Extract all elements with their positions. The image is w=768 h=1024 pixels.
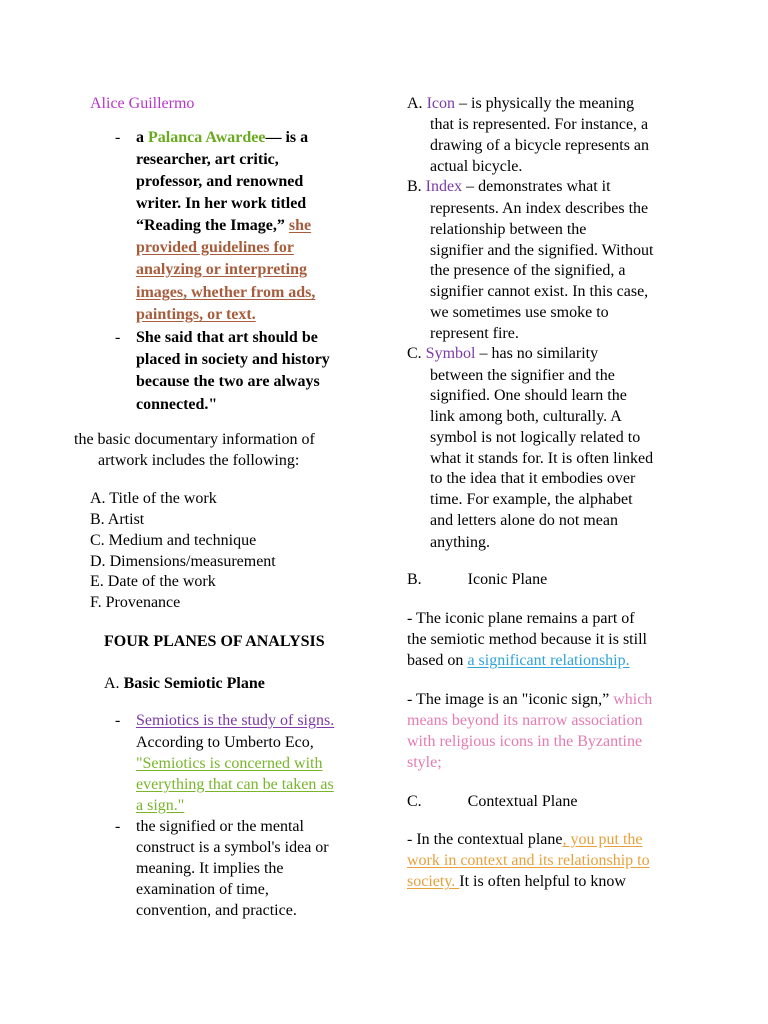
item-line: and letters alone do not mean: [430, 512, 618, 529]
item-line: to the idea that it embodies over: [430, 470, 636, 487]
highlight-text: a significant relationship.: [467, 652, 630, 669]
item-line: [407, 94, 634, 114]
text: a: [136, 129, 148, 146]
paragraph-line: the semiotic method because it is still: [407, 631, 647, 648]
bullet-line: connected.": [136, 396, 218, 413]
item-line: symbol is not logically related to: [430, 429, 641, 446]
subsection-title: Contextual Plane: [467, 793, 578, 810]
highlight-line: analyzing or interpreting: [136, 261, 307, 278]
subsection-heading: [104, 674, 265, 694]
subsection-marker: A.: [104, 675, 120, 692]
highlight-line: provided guidelines for: [136, 239, 294, 256]
highlight-line: means beyond its narrow association: [407, 712, 643, 729]
section-heading: FOUR PLANES OF ANALYSIS: [104, 633, 325, 650]
bullet-line: writer. In her work titled: [136, 195, 307, 212]
item-line: signifier cannot exist. In this case,: [430, 283, 649, 300]
highlight-line: a sign.": [136, 797, 185, 814]
highlight-line: "Semiotics is concerned with: [136, 755, 323, 772]
bullet-line: examination of time,: [136, 881, 269, 898]
text: It is often helpful to know: [459, 873, 626, 890]
subsection-title: Basic Semiotic Plane: [123, 675, 265, 692]
list-marker: B.: [90, 511, 105, 528]
item-line: time. For example, the alphabet: [430, 491, 633, 508]
text: “Reading the Image,”: [136, 217, 289, 234]
bullet-line: the signified or the mental: [136, 818, 304, 835]
palanca-award-text: Palanca Awardee: [148, 129, 266, 146]
bullet-dash: -: [115, 329, 121, 346]
list-text: Date of the work: [107, 573, 216, 590]
text: – demonstrates what it: [462, 178, 611, 195]
list-marker: F.: [90, 594, 102, 611]
text: – is physically the meaning: [455, 95, 635, 112]
list-marker: A.: [90, 490, 106, 507]
info-intro-line: artwork includes the following:: [98, 452, 300, 469]
highlight-line: Semiotics is the study of signs.: [136, 712, 335, 729]
list-marker: E.: [90, 573, 104, 590]
highlight-text: which: [613, 691, 653, 708]
bullet-line: convention, and practice.: [136, 902, 297, 919]
highlight-line: with religious icons in the Byzantine: [407, 733, 643, 750]
item-line: signifier and the signified. Without: [430, 242, 654, 259]
bullet-line: professor, and renowned: [136, 173, 304, 190]
info-intro-line: the basic documentary information of: [74, 431, 315, 448]
highlight-line: style;: [407, 754, 442, 771]
item-line: the presence of the signified, a: [430, 262, 626, 279]
list-item: [90, 552, 276, 572]
bullet-dash: -: [115, 712, 121, 729]
list-text: Medium and technique: [108, 532, 257, 549]
item-line: drawing of a bicycle represents an: [430, 137, 650, 154]
item-line: [407, 344, 598, 364]
bullet-dash: -: [115, 818, 121, 835]
highlight-line: paintings, or text.: [136, 306, 256, 323]
item-line: we sometimes use smoke to: [430, 304, 609, 321]
item-term: Symbol: [425, 345, 476, 362]
item-line: represents. An index describes the: [430, 200, 649, 217]
bullet-line: [136, 128, 308, 148]
subsection-heading: [407, 792, 577, 812]
item-marker: B.: [407, 178, 422, 195]
paragraph-line: [407, 872, 626, 892]
text: - The image is an "iconic sign,”: [407, 691, 614, 708]
text: based on: [407, 652, 468, 669]
item-term: Icon: [426, 95, 455, 112]
text: - In the contextual plane: [407, 831, 563, 848]
paragraph-line: - The iconic plane remains a part of: [407, 610, 635, 627]
list-text: Title of the work: [109, 490, 217, 507]
item-line: link among both, culturally. A: [430, 408, 622, 425]
text: – has no similarity: [475, 345, 599, 362]
item-marker: A.: [407, 95, 423, 112]
list-text: Artist: [107, 511, 145, 528]
bullet-line: meaning. It implies the: [136, 860, 284, 877]
list-text: Provenance: [105, 594, 181, 611]
bullet-line: According to Umberto Eco,: [136, 734, 314, 751]
item-line: that is represented. For instance, a: [430, 116, 649, 133]
item-line: relationship between the: [430, 221, 587, 238]
subsection-marker: C.: [407, 793, 422, 810]
bullet-line: because the two are always: [136, 373, 320, 390]
item-line: what it stands for. It is often linked: [430, 450, 654, 467]
list-item: [90, 510, 144, 530]
bullet-line: She said that art should be: [136, 329, 318, 346]
list-item: [90, 572, 216, 592]
bullet-line: researcher, art critic,: [136, 151, 279, 168]
bullet-line: [136, 216, 311, 236]
author-name: Alice Guillermo: [90, 95, 195, 112]
subsection-title: Iconic Plane: [467, 571, 548, 588]
bullet-line: placed in society and history: [136, 351, 330, 368]
paragraph-line: [407, 830, 643, 850]
highlight-line: everything that can be taken as: [136, 776, 334, 793]
subsection-heading: [407, 570, 547, 590]
item-line: anything.: [430, 534, 490, 551]
item-marker: C.: [407, 345, 422, 362]
bullet-line: construct is a symbol's idea or: [136, 839, 329, 856]
highlight-text: society.: [407, 873, 460, 890]
subsection-marker: B.: [407, 571, 422, 588]
list-text: Dimensions/measurement: [109, 553, 276, 570]
list-item: [90, 489, 217, 509]
list-marker: C.: [90, 532, 105, 549]
item-line: signified. One should learn the: [430, 387, 627, 404]
bullet-dash: -: [115, 129, 121, 146]
text: — is a: [265, 129, 309, 146]
paragraph-line: [407, 690, 652, 710]
item-line: [407, 177, 611, 197]
paragraph-line: [407, 651, 630, 671]
highlight-text: , you put the: [562, 831, 643, 848]
list-marker: D.: [90, 553, 106, 570]
list-item: [90, 593, 180, 613]
item-term: Index: [425, 178, 463, 195]
highlight-text: she: [288, 217, 312, 234]
highlight-line: work in context and its relationship to: [407, 852, 650, 869]
item-line: between the signifier and the: [430, 367, 615, 384]
list-item: [90, 531, 256, 551]
item-line: actual bicycle.: [430, 158, 523, 175]
highlight-line: images, whether from ads,: [136, 284, 316, 301]
item-line: represent fire.: [430, 325, 519, 342]
